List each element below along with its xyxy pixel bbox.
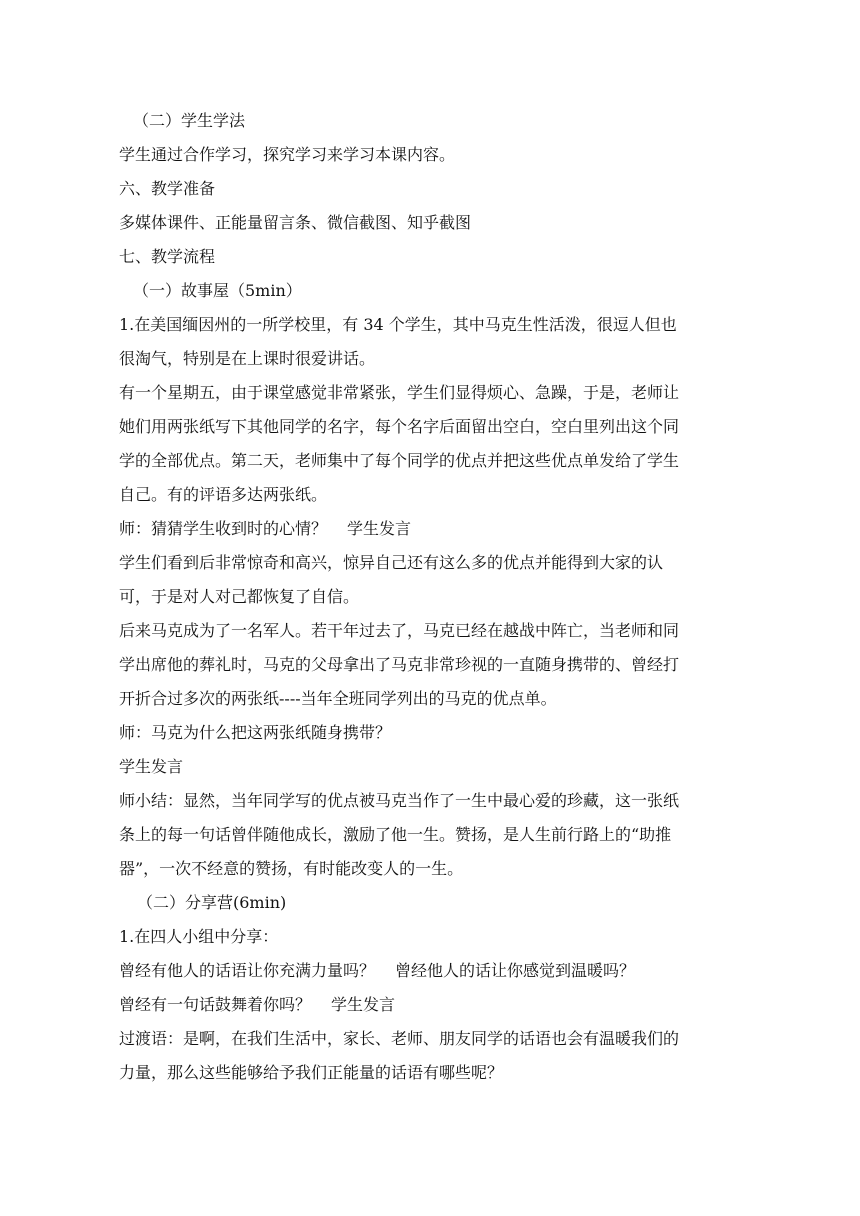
paragraph-line: 很淘气，特别是在上课时很爱讲话。 [119, 349, 376, 368]
paragraph-line [119, 961, 759, 981]
paragraph-line: 条上的每一句话曾伴随他成长，激励了他一生。赞扬，是人生前行路上的“助推 [119, 825, 672, 844]
paragraph-line: 师小结：显然，当年同学写的优点被马克当作了一生中最心爱的珍藏，这一张纸 [119, 791, 680, 810]
paragraph-line: 开折合过多次的两张纸----当年全班同学列出的马克的优点单。 [119, 689, 557, 708]
paragraph-line: 1.在四人小组中分享： [119, 927, 279, 946]
paragraph-line: 1.在美国缅因州的一所学校里，有 34 个学生，其中马克生性活泼，很逗人但也 [119, 315, 677, 334]
paragraph-line: 自己。有的评语多达两张纸。 [119, 485, 328, 504]
teacher-question: 师：猜猜学生收到时的心情？ [119, 519, 328, 538]
paragraph-line: 学的全部优点。第二天，老师集中了每个同学的优点并把这些优点单发给了学生 [119, 451, 680, 470]
question-encourage: 曾经有一句话鼓舞着你吗？ [119, 995, 312, 1014]
student-speech: 学生发言 [331, 995, 396, 1014]
paragraph-line: 可，于是对人对己都恢复了自信。 [119, 587, 360, 606]
paragraph-line: 后来马克成为了一名军人。若干年过去了，马克已经在越战中阵亡，当老师和同 [119, 621, 680, 640]
paragraph-line: 学出席他的葬礼时，马克的父母拿出了马克非常珍视的一直随身携带的、曾经打 [119, 655, 680, 674]
paragraph-line: 过渡语：是啊，在我们生活中，家长、老师、朋友同学的话语也会有温暖我们的 [119, 1029, 680, 1048]
teacher-question-line: 师：马克为什么把这两张纸随身携带？ [119, 723, 392, 742]
paragraph-line [119, 995, 759, 1015]
student-speech-line: 学生发言 [119, 757, 184, 776]
question-warmth: 曾经他人的话让你感觉到温暖吗？ [395, 961, 636, 980]
heading-teaching-preparation: 六、教学准备 [119, 179, 216, 198]
paragraph-line [119, 519, 759, 539]
paragraph-teaching-preparation: 多媒体课件、正能量留言条、微信截图、知乎截图 [119, 213, 472, 232]
paragraph-line: 她们用两张纸写下其他同学的名字，每个名字后面留出空白，空白里列出这个同 [119, 417, 680, 436]
heading-sharing-camp: （二）分享营(6min) [137, 893, 287, 912]
paragraph-line: 器”，一次不经意的赞扬，有时能改变人的一生。 [119, 859, 464, 878]
heading-story-house: （一）故事屋（5min） [133, 281, 302, 300]
student-speech: 学生发言 [347, 519, 412, 538]
paragraph-line: 有一个星期五，由于课堂感觉非常紧张，学生们显得烦心、急躁，于是，老师让 [119, 383, 680, 402]
question-strength: 曾经有他人的话语让你充满力量吗？ [119, 961, 376, 980]
paragraph-line: 学生们看到后非常惊奇和高兴，惊异自己还有这么多的优点并能得到大家的认 [119, 553, 664, 572]
paragraph-student-method: 学生通过合作学习，探究学习来学习本课内容。 [119, 145, 456, 164]
heading-teaching-process: 七、教学流程 [119, 247, 216, 266]
paragraph-line: 力量，那么这些能够给予我们正能量的话语有哪些呢？ [119, 1063, 504, 1082]
heading-student-method: （二）学生学法 [133, 111, 246, 130]
